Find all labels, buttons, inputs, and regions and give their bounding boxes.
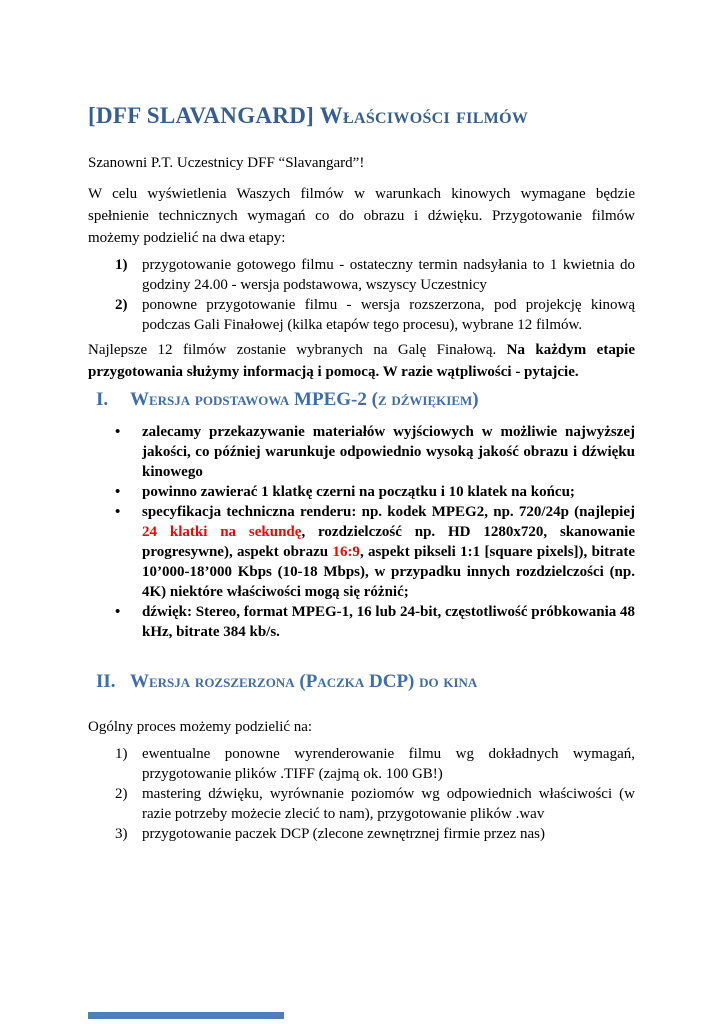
greeting-line: Szanowni P.T. Uczestnicy DFF “Slavangard”! <box>88 155 365 171</box>
list-number: 2) <box>115 297 128 313</box>
section-2-title: Wersja rozszerzona (Paczka DCP) do kina <box>130 671 478 692</box>
list-item-text: mastering dźwięku, wyrównanie poziomów wg odpowiednich właściwości (w razie potrzeby możecie zlecić to nam), przygotowanie plików .wav <box>142 786 635 822</box>
list-item <box>115 824 635 844</box>
list-item-text: przygotowanie paczek DCP (zlecone zewnętrznej firmie przez nas) <box>142 826 545 842</box>
list-item <box>115 502 635 602</box>
section-2-heading <box>88 670 635 694</box>
list-item-text: ponowne przygotowanie filmu - wersja rozszerzona, pod projekcję kinową podczas Gali Finałowej (kilka etapów tego procesu), wybrane 12 filmów. <box>142 297 635 333</box>
spec-red-aspect: 16:9 <box>332 544 360 560</box>
list-item <box>115 744 635 784</box>
list-item-text: dźwięk: Stereo, format MPEG-1, 16 lub 24-bit, częstotliwość próbkowania 48 kHz, bitrate 384 kb/s. <box>142 604 636 640</box>
list-item-text <box>142 504 635 600</box>
note-paragraph <box>88 339 635 383</box>
list-item <box>115 602 636 642</box>
list-item <box>115 784 635 824</box>
bullet-icon: • <box>115 604 121 620</box>
section-2-lead: Ogólny proces możemy podzielić na: <box>88 719 313 735</box>
list-item <box>115 482 635 502</box>
next-page-table-edge <box>88 1012 284 1019</box>
list-number: 2) <box>115 786 128 802</box>
list-item <box>115 422 635 482</box>
spec-text-run: specyfikacja techniczna renderu: np. kodek MPEG2, np. 720/24p (najlepiej <box>142 504 635 520</box>
intro-paragraph: W celu wyświetlenia Waszych filmów w warunkach kinowych wymagane będzie spełnienie technicznych wymagań co do obrazu i dźwięku. Przygotowanie filmów możemy podzielić na dwa etapy: <box>88 186 635 246</box>
list-number: 1) <box>115 746 128 762</box>
spec-bullet-list <box>88 422 635 642</box>
list-item <box>115 255 635 295</box>
spec-red-framerate: 24 klatki na sekundę <box>142 524 302 540</box>
section-1-title: Wersja podstawowa MPEG-2 (z dźwiękiem) <box>130 389 479 410</box>
dcp-step-list <box>88 744 635 844</box>
list-item-text: zalecamy przekazywanie materiałów wyjściowych w możliwie najwyższej jakości, co później warunkuje odpowiednio wysoką jakość obrazu i dźwięku kinowego <box>142 424 635 480</box>
section-2-number: II. <box>96 671 116 692</box>
list-item-text: przygotowanie gotowego filmu - ostateczny termin nadsyłania to 1 kwietnia do godziny 24.00 - wersja podstawowa, wszyscy Uczestnicy <box>142 257 635 293</box>
list-number: 3) <box>115 826 128 842</box>
list-item-text: powinno zawierać 1 klatkę czerni na początku i 10 klatek na końcu; <box>142 484 575 500</box>
spec-text-run: , rozdzielczość np. HD 1280x720, skanowanie progresywne), aspekt obrazu <box>142 524 635 560</box>
list-number: 1) <box>115 257 128 273</box>
stage-list <box>88 255 635 335</box>
list-item-text: ewentualne ponowne wyrenderowanie filmu wg dokładnych wymagań, przygotowanie plików .TIFF (zajmą ok. 100 GB!) <box>142 746 635 782</box>
section-1-number: I. <box>96 389 109 410</box>
note-bold-text: Na każdym etapie przygotowania służymy informacją i pomocą. W razie wątpliwości - pytajcie. <box>88 342 635 380</box>
list-item <box>115 295 635 335</box>
spec-text-run: , aspekt pikseli 1:1 [square pixels]), bitrate 10’000-18’000 Kbps (10-18 Mbps), w przypadku innych rozdzielczości (np. 4K) niektóre właściwości mogą się różnić; <box>142 544 635 600</box>
note-normal-text: Najlepsze 12 filmów zostanie wybranych na Galę Finałową. <box>88 342 507 358</box>
bullet-icon: • <box>115 504 121 520</box>
section-1-heading <box>88 388 635 412</box>
bullet-icon: • <box>115 484 121 500</box>
bullet-icon: • <box>115 424 121 440</box>
page-title: [DFF SLAVANGARD] Właściwości filmów <box>88 103 529 128</box>
